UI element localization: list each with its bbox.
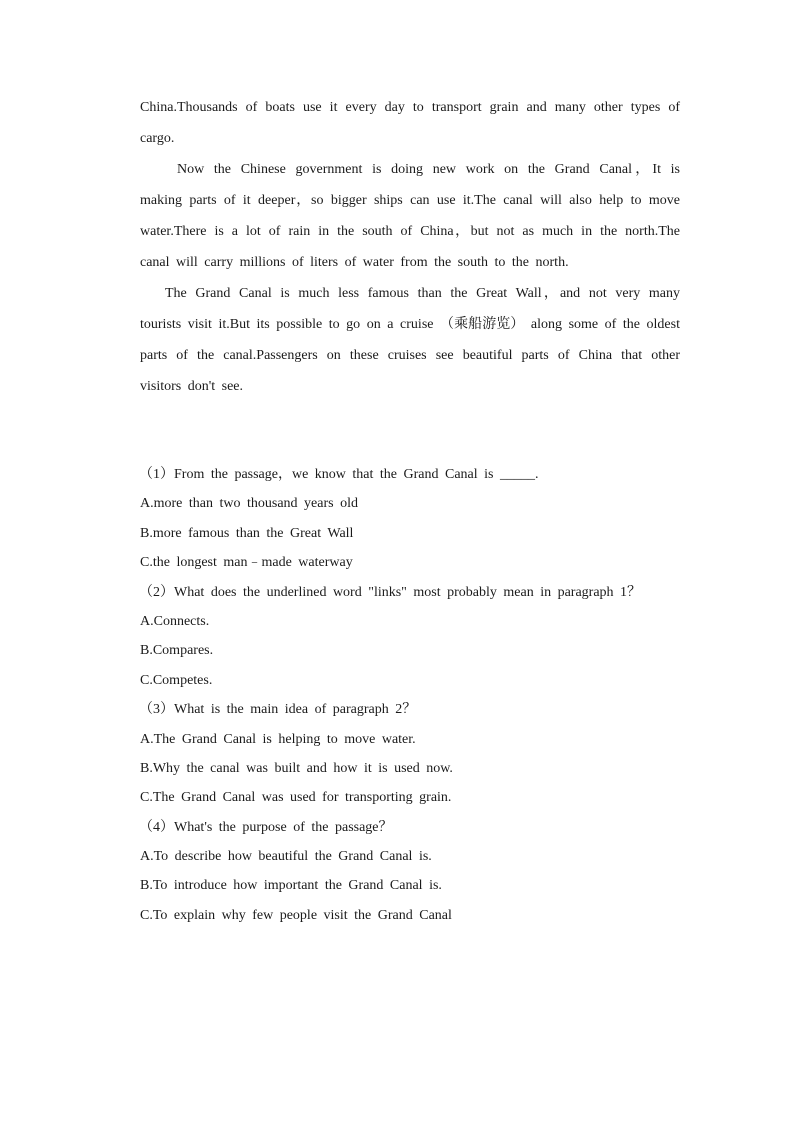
question-3 [140, 695, 680, 813]
answer-option-a: A.Connects. [140, 613, 210, 629]
answer-option-a: A.The Grand Canal is helping to move water. [140, 731, 416, 747]
answer-option-a: A.more than two thousand years old [140, 496, 358, 512]
answer-option-c: C.Competes. [140, 672, 213, 688]
question-stem: （1）From the passage，we know that the Grand Canal is _____. [139, 467, 539, 482]
answer-option-c: C.To explain why few people visit the Grand Canal [140, 907, 452, 923]
question-2 [140, 578, 680, 696]
question-stem: （3）What is the main idea of paragraph 2？ [139, 702, 417, 718]
passage-paragraph: China.Thousands of boats use it every day to transport grain and many other types of cargo. [140, 100, 680, 146]
answer-option-b: B.more famous than the Great Wall [140, 525, 354, 541]
question-stem: （4）What's the purpose of the passage？ [139, 819, 393, 835]
answer-option-a: A.To describe how beautiful the Grand Canal is. [140, 849, 432, 865]
answer-option-b: B.To introduce how important the Grand Canal is. [140, 878, 442, 894]
passage-paragraph: The Grand Canal is much less famous than the Great Wall，and not very many tourists visit it.But its possible to go on a cruise （乘船游览） along some of the oldest parts of the canal.Passengers on these cruises see beautiful parts of China that other visitors don't see. [140, 286, 680, 394]
answer-option-c: C.The Grand Canal was used for transporting grain. [140, 790, 452, 806]
question-1 [140, 460, 680, 578]
passage-paragraph: Now the Chinese government is doing new work on the Grand Canal，It is making parts of it deeper，so bigger ships can use it.The canal will also help to move water.There is a lot of rain in the south of China，but not as much in the north.The canal will carry millions of liters of water from the south to the north. [140, 162, 680, 270]
reading-passage [140, 92, 680, 402]
answer-option-c: C.the longest man﹣made waterway [140, 555, 353, 571]
question-stem: （2）What does the underlined word "links" most probably mean in paragraph 1？ [139, 584, 642, 600]
answer-option-b: B.Why the canal was built and how it is used now. [140, 760, 453, 776]
answer-option-b: B.Compares. [140, 643, 214, 659]
question-list [140, 460, 680, 930]
question-4 [140, 813, 680, 931]
